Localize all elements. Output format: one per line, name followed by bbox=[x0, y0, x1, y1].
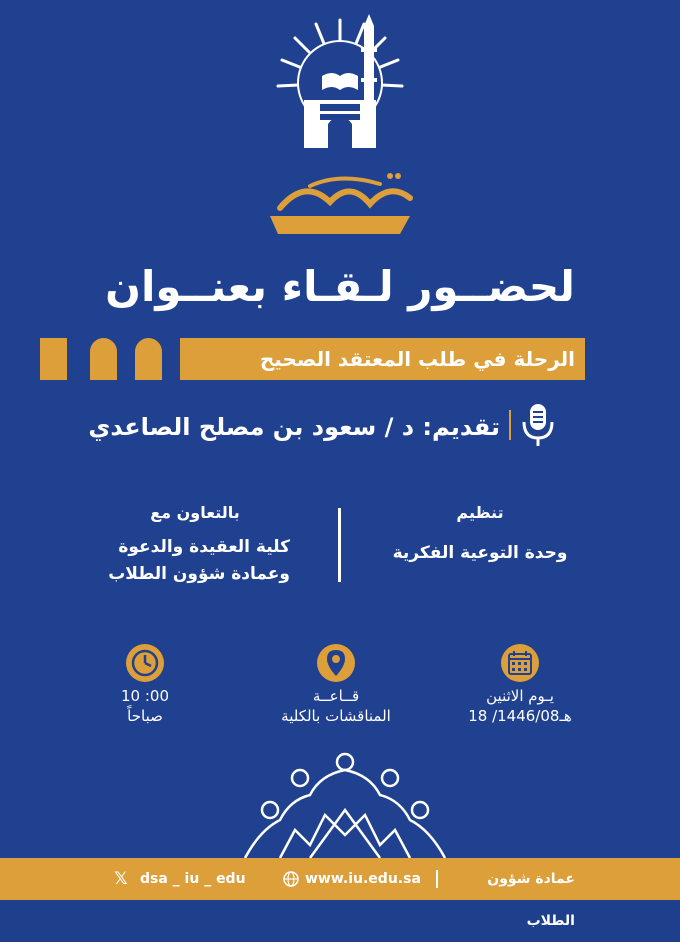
venue-line-1: قــاعــة bbox=[312, 687, 360, 705]
university-logo bbox=[270, 8, 410, 158]
footer-social-handle[interactable]: dsa _ iu _ edu bbox=[140, 871, 246, 887]
presenter-name: د / سعود بن مصلح الصاعدي bbox=[88, 413, 415, 441]
decorative-arch bbox=[135, 338, 162, 380]
geometric-pattern-decoration bbox=[240, 750, 450, 860]
cooperation-line-2: وعمادة شؤون الطلاب bbox=[108, 564, 290, 584]
decorative-arch bbox=[90, 338, 117, 380]
dawah-calligraphy-logo bbox=[250, 168, 430, 238]
event-time-period: صباحاً bbox=[127, 707, 163, 725]
organizer-name: وحدة التوعية الفكرية bbox=[392, 543, 568, 563]
column-divider bbox=[338, 508, 341, 582]
globe-icon bbox=[283, 871, 299, 887]
venue-line-2: المناقشات بالكلية bbox=[281, 707, 391, 725]
footer-website-link[interactable]: www.iu.edu.sa bbox=[305, 871, 421, 887]
footer-deanship: عمادة شؤون الطلاب bbox=[487, 871, 575, 929]
headline: لحضــور لـقـاء بعنــوان bbox=[105, 262, 575, 311]
decorative-block bbox=[40, 338, 67, 380]
lecture-title: الرحلة في طلب المعتقد الصحيح bbox=[259, 347, 575, 371]
organizer-title: تنظيم bbox=[456, 503, 504, 522]
microphone-icon bbox=[518, 402, 558, 448]
location-pin-icon bbox=[316, 643, 356, 683]
event-day: يـوم الاثنين bbox=[486, 687, 554, 705]
presenter-separator bbox=[509, 410, 511, 440]
clock-icon bbox=[125, 643, 165, 683]
presenter-label: تقديم: bbox=[422, 413, 500, 441]
presenter-line bbox=[60, 402, 500, 452]
cooperation-line-1: كلية العقيدة والدعوة bbox=[118, 537, 290, 557]
event-date: 18 /1446/08هـ bbox=[468, 707, 572, 725]
event-time: 10 :00 bbox=[121, 687, 169, 705]
x-social-icon: 𝕏 bbox=[114, 869, 128, 889]
footer-separator bbox=[436, 870, 438, 888]
cooperation-title: بالتعاون مع bbox=[150, 503, 240, 522]
calendar-icon bbox=[500, 643, 540, 683]
